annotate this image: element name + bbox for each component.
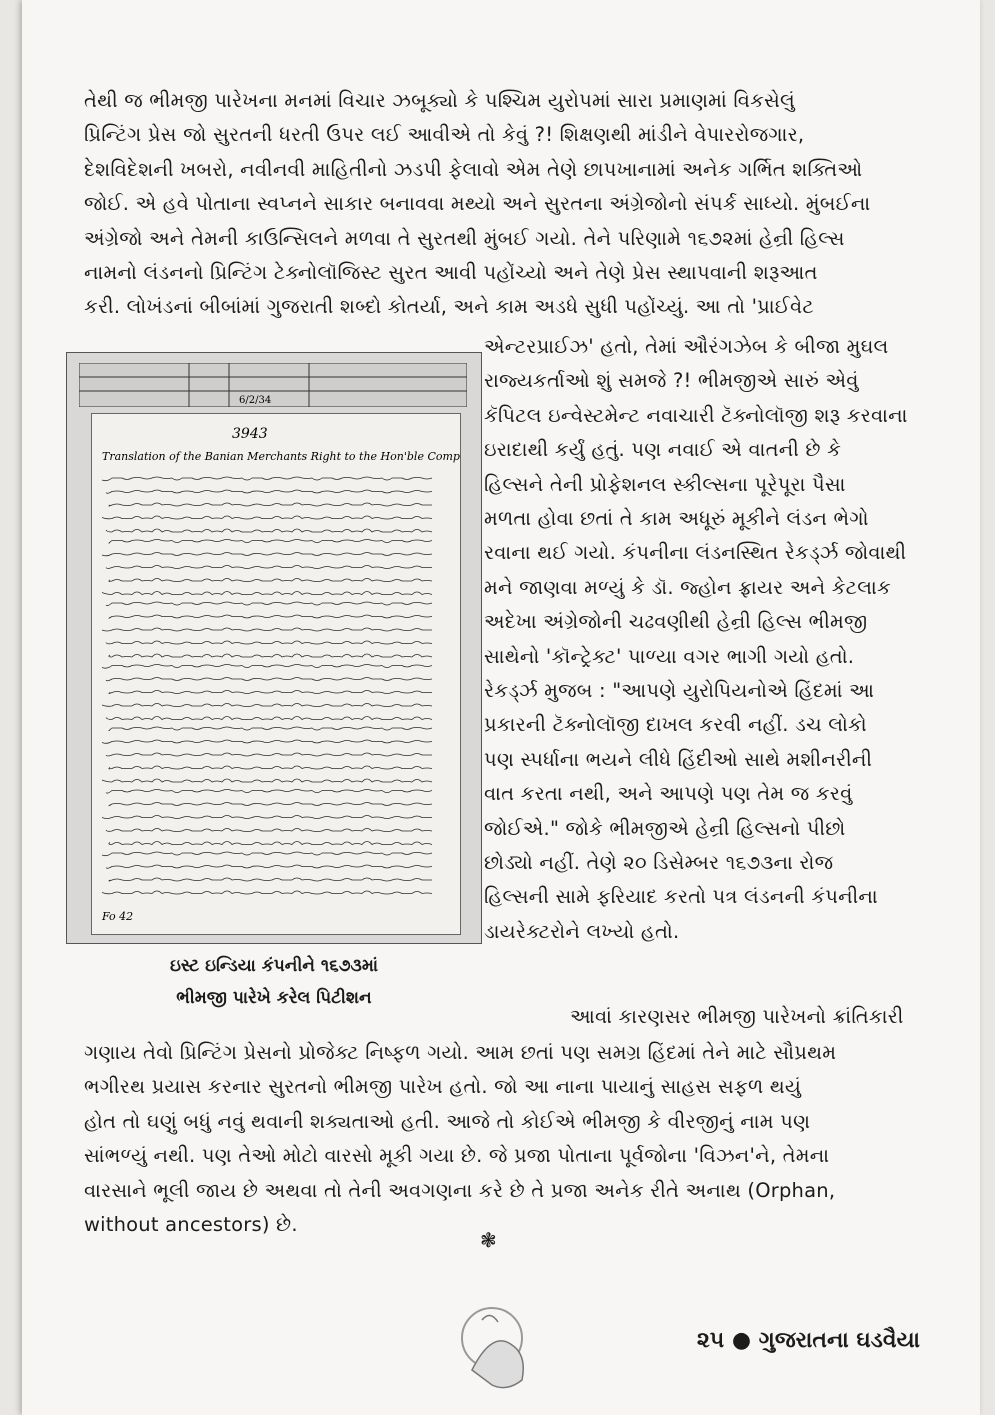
text-line: એન્ટરપ્રાઈઝ' હતો, તેમાં ઔરંગઝેબ કે બીજા મુઘલ: [484, 335, 889, 358]
handwriting-stroke: [102, 816, 432, 819]
handwriting-stroke: [106, 490, 432, 493]
text-line: દેશવિદેશની ખબરો, નવીનવી માહિતીનો ઝડપી ફેલાવો એમ તેણે છાપખાનામાં અનેક ગર્ભિત શક્તિઓ: [84, 157, 863, 181]
page-footer: ૨૫ ● ગુજરાતના ઘડવૈયા: [696, 1328, 920, 1353]
text-line: રાજ્યકર્તાઓ શું સમજે ?! ભીમજીએ સારું એવું: [484, 369, 859, 393]
text-line: પ્રિન્ટિંગ પ્રેસ જો સુરતની ધરતી ઉપર લઈ આવીએ તો કેવું ?! શિક્ષણથી માંડીને વેપારરોજગાર,: [84, 123, 805, 147]
handwriting-stroke: [106, 790, 432, 794]
figure-caption: [66, 950, 482, 1014]
handwriting-stroke: [109, 540, 432, 544]
handwriting-stroke: [106, 753, 432, 756]
handwriting-stroke: [102, 740, 432, 743]
handwriting-stroke: [106, 641, 432, 644]
series-logo-icon: [452, 1300, 562, 1395]
handwriting-stroke: [102, 516, 432, 519]
caption-line-1: ઇસ્ટ ઇન્ડિયા કંપનીને ૧૬૭૩માં: [169, 956, 379, 976]
text-line: જોઈ. એ હવે પોતાના સ્વપ્નને સાકાર બનાવવા મથ્યો અને સુરતના અંગ્રેજોનો સંપર્ક સાધ્યો. મુંબઈના: [84, 192, 871, 216]
handwriting-stroke: [102, 852, 432, 856]
stamp-text: 6/2/34: [239, 395, 272, 406]
handwriting-stroke: [102, 628, 432, 631]
handwriting-graphic: [92, 414, 460, 934]
document-page: [22, 0, 980, 1415]
text-line: વારસાને ભૂલી જાય છે અથવા તો તેની અવગણના કરે છે તે પ્રજા અનેક રીતે અનાથ (Orphan,: [84, 1178, 836, 1202]
text-line: છોડ્યો નહીં. તેણે ૨૦ ડિસેમ્બર ૧૬૭૩ના રોજ: [484, 851, 834, 874]
handwriting-stroke: [106, 865, 432, 868]
handwriting-stroke: [106, 829, 432, 832]
text-line: કૅપિટલ ઇન્વેસ્ટમેન્ટ નવાચારી ટૅક્નોલૉજી શરૂ કરવાના: [484, 403, 908, 427]
handwriting-stroke: [109, 878, 432, 881]
text-line: ડાયરેક્ટરોને લખ્યો હતો.: [484, 919, 680, 943]
handwriting-stroke: [109, 615, 432, 618]
handwriting-stroke: [106, 602, 432, 606]
petition-figure: [66, 352, 482, 944]
text-line: પ્રકારની ટૅક્નોલૉજી દાખલ કરવી નહીં. ડચ લોકો: [484, 713, 867, 737]
handwriting-stroke: [102, 779, 432, 782]
text-line: નામનો લંડનનો પ્રિન્ટિંગ ટેક્નોલૉજિસ્ટ સુરત આવી પહોંચ્યો અને તેણે પ્રેસ સ્થાપવાની શરૂઆત: [84, 261, 818, 284]
text-line: રવાના થઈ ગયો. કંપનીના લંડનસ્થિત રેકર્ડ્ઝ જોવાથી: [484, 541, 907, 565]
ornament-icon: ❃: [480, 1228, 497, 1252]
handwriting-stroke: [102, 665, 432, 669]
text-line: વાત કરતા નથી, અને આપણે પણ તેમ જ કરવું: [484, 782, 853, 806]
text-line: without ancestors) છે.: [84, 1213, 298, 1236]
text-line: જોઈએ." જોકે ભીમજીએ હેન્રી હિલ્સનો પીછો: [484, 816, 846, 840]
text-line: હિલ્સને તેની પ્રોફેશનલ સ્કીલ્સના પૂરેપૂરા પૈસા: [484, 472, 846, 496]
handwriting-stroke: [102, 477, 432, 481]
handwriting-stroke: [109, 842, 432, 845]
handwriting-stroke: [106, 678, 432, 681]
text-line: સાથેનો 'કૉન્ટ્રેક્ટ' પાળ્યા વગર ભાગી ગયો હતો.: [484, 644, 855, 668]
handwriting-stroke: [106, 717, 432, 720]
text-line: અદેખા અંગ્રેજોની ચઢવણીથી હેન્રી હિલ્સ ભીમજી: [484, 610, 868, 634]
petition-number: 3943: [232, 426, 268, 442]
text-line: મળતા હોવા છતાં તે કામ અધૂરું મૂકીને લંડન ભેગો: [484, 507, 869, 530]
text-line: સાંભળ્યું નથી. પણ તેઓ મોટો વારસો મૂકી ગયા છે. જે પ્રજા પોતાના પૂર્વજોના 'વિઝન'ને, તેમના: [84, 1144, 830, 1168]
archive-mark: Fo 42: [102, 910, 134, 923]
text-line: કરી. લોખંડનાં બીબાંમાં ગુજરાતી શબ્દો કોતર્યા, અને કામ અડધે સુધી પહોંચ્યું. આ તો 'પ્રાઈવેટ: [84, 295, 814, 319]
text-line: હિલ્સની સામે ફરિયાદ કરતો પત્ર લંડનની કંપનીના: [484, 885, 878, 909]
petition-title: Translation of the Banian Merchants Right to the Hon'ble Company: [102, 450, 460, 463]
handwriting-stroke: [109, 503, 432, 506]
text-line: મને જાણવા મળ્યું કે ડૉ. જ્હોન ફ્રાયર અને કેટલાક: [484, 575, 891, 599]
table-header-graphic: [79, 363, 467, 407]
handwriting-stroke: [102, 704, 432, 707]
caption-line-2: ભીમજી પારેખે કરેલ પિટીશન: [176, 988, 372, 1008]
handwriting-stroke: [102, 592, 432, 595]
text-line: ગણાય તેવો પ્રિન્ટિંગ પ્રેસનો પ્રોજેક્ટ નિષ્ફળ ગયો. આમ છતાં પણ સમગ્ર હિંદમાં તેને માટે સૌપ્રથમ: [84, 1041, 837, 1064]
text-line: ઇરાદાથી કર્યું હતું. પણ નવાઈ એ વાતની છે કે: [484, 438, 842, 462]
text-line: તેથી જ ભીમજી પારેખના મનમાં વિચાર ઝબૂક્યો કે પશ્ચિમ યુરોપમાં સારા પ્રમાણમાં વિકસેલું: [84, 89, 795, 112]
handwritten-petition: [91, 413, 461, 935]
handwriting-stroke: [109, 766, 432, 769]
text-line: રેકર્ડ્ઝ મુજબ : "આપણે યુરોપિયનોએ હિંદમાં આ: [484, 679, 875, 702]
handwriting-stroke: [109, 691, 432, 694]
text-line: ભગીરથ પ્રયાસ કરનાર સુરતનો ભીમજી પારેખ હતો. જો આ નાના પાયાનું સાહસ સફળ થયું: [84, 1075, 802, 1099]
handwriting-stroke: [106, 566, 432, 569]
handwriting-stroke: [102, 553, 432, 556]
text-line: અંગ્રેજો અને તેમની કાઉન્સિલને મળવા તે સુરતથી મુંબઈ ગયો. તેને પરિણામે ૧૬૭૨માં હેન્રી હિલ્સ: [84, 226, 845, 250]
text-line: પણ સ્પર્ધાના ભયને લીધે હિંદીઓ સાથે મશીનરીની: [484, 747, 873, 771]
handwriting-stroke: [109, 803, 432, 806]
text-line: હોત તો ઘણું બધું નવું થવાની શક્યતાઓ હતી. આજે તો કોઈએ ભીમજી કે વીરજીનું નામ પણ: [84, 1109, 811, 1133]
handwriting-stroke: [102, 891, 432, 894]
handwriting-stroke: [109, 727, 432, 731]
handwriting-stroke: [109, 654, 432, 657]
handwriting-stroke: [109, 579, 432, 582]
paragraph-two-first-line: આવાં કારણસર ભીમજી પારેખનો ક્રાંતિકારી: [570, 1005, 904, 1028]
handwriting-stroke: [106, 529, 432, 532]
